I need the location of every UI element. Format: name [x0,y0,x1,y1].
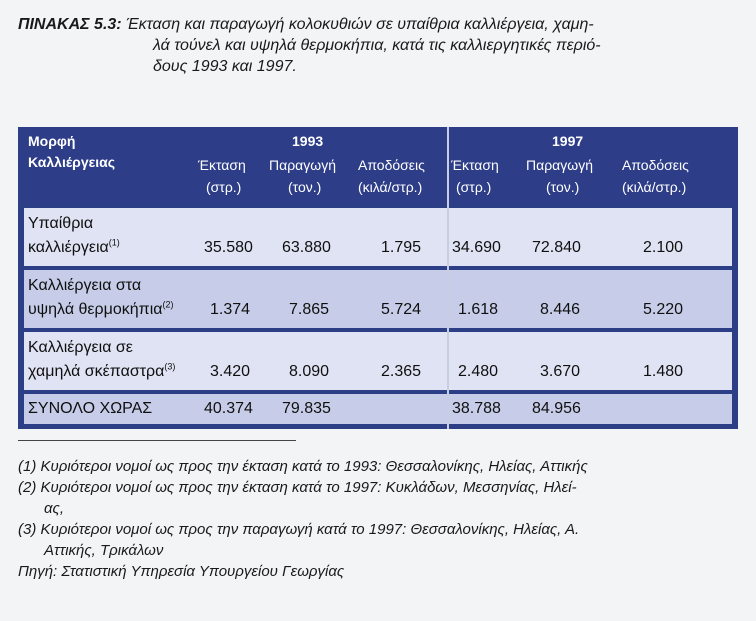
header-prod-1993-l1: Παραγωγή [269,157,336,173]
footnote-marker: (2) [162,299,174,310]
data-table [18,127,738,429]
cell-yield-1997: 2.100 [643,239,684,256]
row-label-line2 [28,363,175,381]
header-col0-line1: Μορφή [28,133,76,149]
footnote-1: (1) Κυριότεροι νομοί ως προς την έκταση κατά το 1993: Θεσσαλονίκης, Ηλείας, Αττικής [18,458,588,475]
total-row [24,394,732,424]
row-label-text: καλλιέργεια [28,239,109,256]
caption-text-2: λά τούνελ και υψηλά θερμοκήπια, κατά τις καλλιεργητικές περιό- [153,37,601,54]
footnote-3-line2: Αττικής, Τρικάλων [44,542,164,559]
cell-prod-1993: 7.865 [289,301,330,318]
cell-prod-1993: 63.880 [282,239,331,256]
cell-yield-1997: 1.480 [643,363,684,380]
caption-line-1 [18,14,738,35]
cell-yield-1997: 5.220 [643,301,684,318]
row-label-line1: Καλλιέργεια στα [28,277,142,294]
cell-prod-1997: 3.670 [540,363,581,380]
header-yield-1997-l1: Αποδόσεις [622,157,689,173]
cell-area-1993: 35.580 [204,239,253,256]
row-label-text: υψηλά θερμοκήπια [28,301,163,318]
footnote-3-line1: (3) Κυριότεροι νομοί ως προς την παραγωγή κατά το 1997: Θεσσαλονίκης, Ηλείας, Α. [18,521,580,538]
year-divider [447,127,449,429]
table-row [24,208,732,266]
table-row [24,270,732,328]
total-area-1997: 38.788 [452,400,501,417]
cell-yield-1993: 5.724 [381,301,422,318]
header-area-1993-l2: (στρ.) [206,179,242,195]
cell-area-1993: 3.420 [210,363,251,380]
header-area-1997-l2: (στρ.) [456,179,492,195]
header-prod-1997-l2: (τον.) [546,179,580,195]
row-label-line2 [28,239,120,257]
cell-prod-1997: 8.446 [540,301,581,318]
cell-area-1993: 1.374 [210,301,251,318]
header-yield-1993-l2: (κιλά/στρ.) [358,179,423,195]
footnote-marker: (1) [108,237,120,248]
cell-prod-1997: 72.840 [532,239,581,256]
caption-text-1: Έκταση και παραγωγή κολοκυθιών σε υπαίθρια καλλιέργεια, χαμη- [126,16,594,33]
footnote-2-line2: ας, [44,500,65,517]
table-header [18,127,738,204]
table-caption [18,14,738,77]
cell-yield-1993: 2.365 [381,363,422,380]
header-year-1993: 1993 [292,133,324,149]
cell-area-1997: 2.480 [458,363,499,380]
row-label-line1: Υπαίθρια [28,215,94,232]
header-area-1993-l1: Έκταση [198,157,246,173]
header-col0-line2: Καλλιέργειας [28,154,116,170]
cell-yield-1993: 1.795 [381,239,422,256]
header-prod-1997-l1: Παραγωγή [526,157,593,173]
footnote-marker: (3) [164,361,176,372]
row-label-line2 [28,301,174,319]
total-prod-1993: 79.835 [282,400,331,417]
header-yield-1997-l2: (κιλά/στρ.) [622,179,687,195]
row-label-text: χαμηλά σκέπαστρα [28,363,165,380]
table-row [24,332,732,390]
header-year-1997: 1997 [552,133,584,149]
footnotes [18,456,748,582]
total-prod-1997: 84.956 [532,400,581,417]
cell-prod-1993: 8.090 [289,363,330,380]
total-area-1993: 40.374 [204,400,253,417]
header-area-1997-l1: Έκταση [451,157,499,173]
row-label-line1: Καλλιέργεια σε [28,339,133,356]
footnote-2-line1: (2) Κυριότεροι νομοί ως προς την έκταση κατά το 1997: Κυκλάδων, Μεσσηνίας, Ηλεί- [18,479,577,496]
cell-area-1997: 34.690 [452,239,501,256]
caption-text-3: δους 1993 και 1997. [153,58,297,75]
cell-area-1997: 1.618 [458,301,499,318]
footnote-separator [18,440,296,441]
source-note: Πηγή: Στατιστική Υπηρεσία Υπουργείου Γεωργίας [18,563,345,580]
caption-label: ΠΙΝΑΚΑΣ 5.3: [18,16,122,33]
header-yield-1993-l1: Αποδόσεις [358,157,425,173]
header-prod-1993-l2: (τον.) [288,179,322,195]
total-label: ΣΥΝΟΛΟ ΧΩΡΑΣ [28,400,153,417]
